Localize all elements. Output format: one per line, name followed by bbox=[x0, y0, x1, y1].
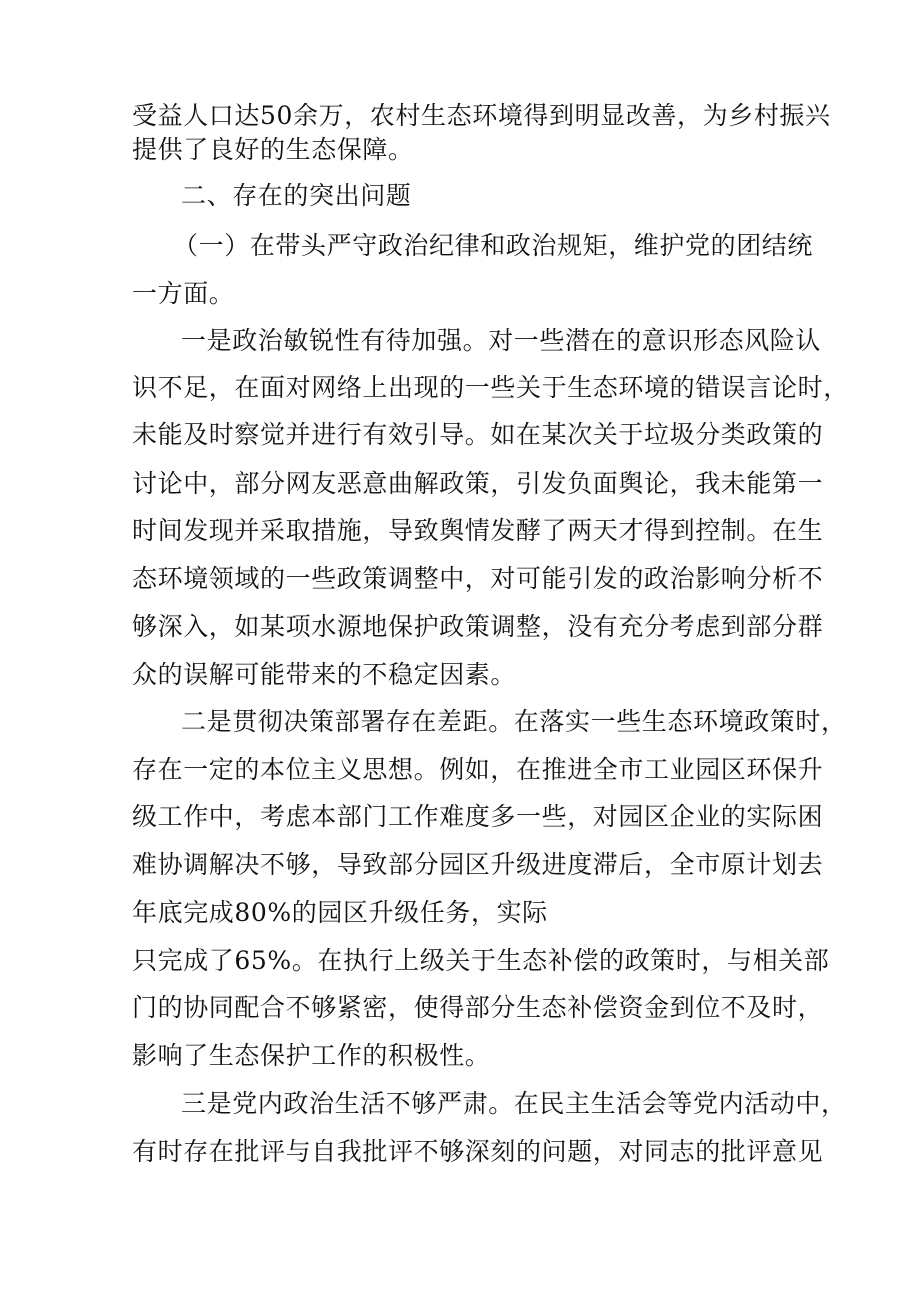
text-line: 识不足，在面对网络上出现的一些关于生态环境的错误言论时， bbox=[132, 373, 849, 402]
text-line: 年底完成80%的园区升级任务，实际 bbox=[132, 898, 548, 927]
text-line: 影响了生态保护工作的积极性。 bbox=[132, 1041, 491, 1070]
text-line: 提供了良好的生态保障。 bbox=[132, 135, 414, 164]
text-line: 难协调解决不够，导致部分园区升级进度滞后，全市原计划去 bbox=[132, 850, 824, 879]
text-line: 未能及时察觉并进行有效引导。如在某次关于垃圾分类政策的 bbox=[132, 420, 824, 449]
text-line: 时间发现并采取措施，导致舆情发酵了两天才得到控制。在生 bbox=[132, 516, 824, 545]
text-line: 只完成了65%。在执行上级关于生态补偿的政策时，与相关部 bbox=[132, 946, 830, 975]
text-line: 级工作中，考虑本部门工作难度多一些，对园区企业的实际困 bbox=[132, 802, 824, 831]
paragraph-start: 三是党内政治生活不够严肃。在民主生活会等党内活动中， bbox=[181, 1089, 847, 1118]
text-line: 存在一定的本位主义思想。例如，在推进全市工业园区环保升 bbox=[132, 755, 824, 784]
paragraph-start: 二是贯彻决策部署存在差距。在落实一些生态环境政策时， bbox=[181, 707, 847, 736]
text-line: 受益人口达50余万，农村生态环境得到明显改善，为乡村振兴 bbox=[132, 101, 831, 130]
text-line: 一方面。 bbox=[132, 279, 235, 308]
text-line: 够深入，如某项水源地保护政策调整，没有充分考虑到部分群 bbox=[132, 612, 824, 641]
text-line: 有时存在批评与自我批评不够深刻的问题，对同志的批评意见 bbox=[132, 1137, 824, 1166]
section-heading: 二、存在的突出问题 bbox=[181, 181, 412, 210]
subsection-heading: （一）在带头严守政治纪律和政治规矩，维护党的团结统 bbox=[173, 231, 814, 260]
text-line: 门的协同配合不够紧密，使得部分生态补偿资金到位不及时， bbox=[132, 993, 824, 1022]
paragraph-start: 一是政治敏锐性有待加强。对一些潜在的意识形态风险认 bbox=[181, 326, 822, 355]
text-line: 众的误解可能带来的不稳定因素。 bbox=[132, 660, 517, 689]
text-line: 讨论中，部分网友恶意曲解政策，引发负面舆论，我未能第一 bbox=[132, 469, 824, 498]
text-line: 态环境领域的一些政策调整中，对可能引发的政治影响分析不 bbox=[132, 564, 824, 593]
